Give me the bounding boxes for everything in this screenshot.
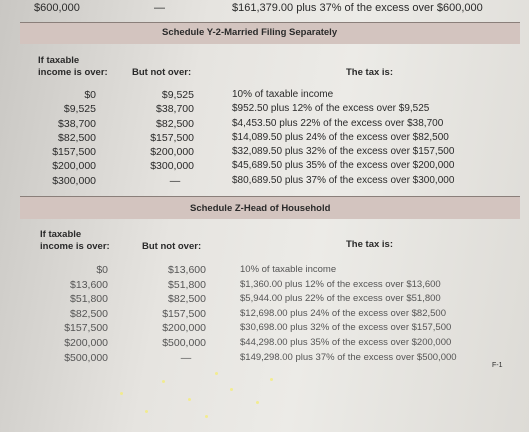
schedule-z-title: Schedule Z-Head of Household bbox=[190, 203, 331, 214]
z-tax-cell: $5,944.00 plus 22% of the excess over $51,800 bbox=[240, 293, 441, 305]
z-header-not-over: But not over: bbox=[142, 241, 202, 252]
y2-tax-cell: $14,089.50 plus 24% of the excess over $82,500 bbox=[232, 131, 449, 143]
y2-tax-cell: 10% of taxable income bbox=[232, 89, 334, 100]
z-not-over-cell: $82,500 bbox=[168, 293, 206, 306]
top-row-tax: $161,379.00 plus 37% of the excess over $600,000 bbox=[232, 2, 483, 14]
y2-income-cell: $9,525 bbox=[63, 103, 96, 116]
z-tax-cell: $149,298.00 plus 37% of the excess over $500,000 bbox=[240, 351, 457, 363]
z-tax-cell: $30,698.00 plus 32% of the excess over $157,500 bbox=[240, 322, 452, 334]
y2-income-cell: $0 bbox=[84, 89, 96, 101]
y2-income-over-column bbox=[40, 88, 96, 188]
z-header-tax: The tax is: bbox=[346, 239, 393, 250]
y2-tax-column bbox=[232, 88, 454, 188]
z-income-cell: $13,600 bbox=[70, 278, 108, 291]
schedule-y2-title: Schedule Y-2-Married Filing Separately bbox=[162, 27, 338, 38]
y2-income-cell: $300,000 bbox=[52, 174, 96, 187]
z-not-over-cell: $13,600 bbox=[168, 264, 206, 276]
z-income-over-column bbox=[48, 263, 108, 365]
z-tax-cell: $44,298.00 plus 35% of the excess over $200,000 bbox=[240, 336, 452, 348]
y2-not-over-cell: $38,700 bbox=[156, 103, 194, 116]
top-row-not-over: — bbox=[154, 2, 165, 14]
z-header-income: If taxable income is over: bbox=[40, 229, 110, 252]
top-row-income: $600,000 bbox=[34, 2, 80, 14]
y2-tax-cell: $45,689.50 plus 35% of the excess over $200,000 bbox=[232, 160, 455, 172]
z-not-over-column bbox=[146, 263, 206, 365]
y2-income-cell: $200,000 bbox=[52, 160, 96, 173]
z-tax-cell: $12,698.00 plus 24% of the excess over $82,500 bbox=[240, 307, 446, 319]
y2-header-income: If taxable income is over: bbox=[38, 55, 108, 78]
page-number: F-1 bbox=[492, 362, 503, 369]
y2-income-cell: $82,500 bbox=[58, 131, 96, 144]
y2-not-over-cell: $82,500 bbox=[156, 117, 194, 130]
z-not-over-cell: $200,000 bbox=[162, 322, 206, 335]
z-not-over-cell: $157,500 bbox=[162, 307, 206, 320]
y2-income-cell: $157,500 bbox=[52, 146, 96, 159]
y2-not-over-cell: $200,000 bbox=[150, 146, 194, 159]
y2-not-over-cell: $157,500 bbox=[150, 131, 194, 144]
z-income-cell: $500,000 bbox=[64, 351, 108, 364]
y2-header-not-over: But not over: bbox=[132, 67, 192, 78]
y2-not-over-column bbox=[136, 88, 194, 188]
z-not-over-cell: $51,800 bbox=[168, 278, 206, 291]
y2-header-tax: The tax is: bbox=[346, 67, 393, 78]
y2-tax-cell: $32,089.50 plus 32% of the excess over $157,500 bbox=[232, 146, 455, 158]
z-tax-cell: 10% of taxable income bbox=[240, 264, 337, 275]
z-not-over-cell: $500,000 bbox=[162, 336, 206, 349]
y2-not-over-cell: $9,525 bbox=[161, 89, 194, 101]
y2-tax-cell: $4,453.50 plus 22% of the excess over $38,700 bbox=[232, 117, 444, 129]
z-income-cell: $51,800 bbox=[70, 293, 108, 306]
z-income-cell: $157,500 bbox=[64, 322, 108, 335]
z-not-over-cell: — bbox=[180, 351, 192, 364]
z-tax-column bbox=[240, 263, 457, 365]
z-income-cell: $0 bbox=[96, 264, 108, 276]
z-income-cell: $82,500 bbox=[70, 307, 108, 320]
y2-tax-cell: $80,689.50 plus 37% of the excess over $300,000 bbox=[232, 174, 455, 186]
y2-income-cell: $38,700 bbox=[58, 117, 96, 130]
y2-tax-cell: $952.50 plus 12% of the excess over $9,525 bbox=[232, 103, 430, 115]
z-tax-cell: $1,360.00 plus 12% of the excess over $13,600 bbox=[240, 278, 441, 290]
y2-not-over-cell: — bbox=[169, 174, 181, 187]
z-income-cell: $200,000 bbox=[64, 336, 108, 349]
y2-not-over-cell: $300,000 bbox=[150, 160, 194, 173]
